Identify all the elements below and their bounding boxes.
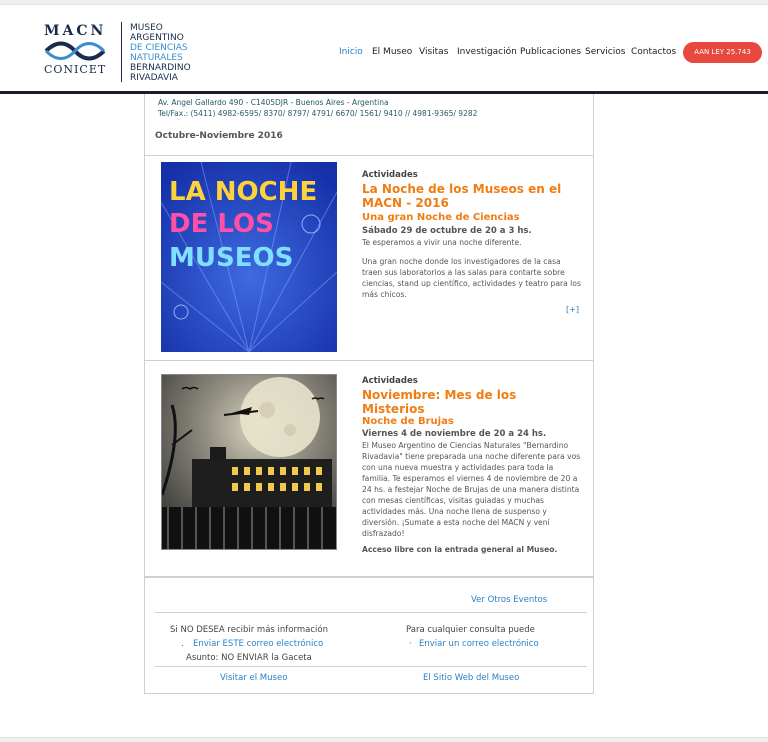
divider — [155, 666, 587, 667]
witch-night-illustration — [162, 375, 336, 549]
phone-line: Tel/Fax.: (5411) 4982-6595/ 8370/ 8797/ 4791/ 6670/ 1561/ 9410 // 4981-9365/ 9282 — [158, 109, 478, 118]
museum-name — [130, 23, 191, 83]
nav-publicaciones[interactable]: Publicaciones — [520, 47, 582, 57]
unsubscribe-subject: Asunto: NO ENVIAR la Gaceta — [186, 653, 312, 663]
event-subtitle: Una gran Noche de Ciencias — [362, 212, 520, 223]
browser-bottom-edge — [0, 737, 768, 742]
logo-conicet-text: CONICET — [44, 63, 107, 76]
event-body: Una gran noche donde los investigadores de la casa traen sus laboratorios a las salas para contarte sobre ciencias, stand up científico, actividades y teatro para los más chicos. — [362, 257, 581, 299]
bullet: . — [181, 639, 184, 649]
event-intro: Te esperamos a vivir una noche diferente. — [362, 238, 522, 247]
contact-label: Para cualquier consulta puede — [406, 625, 535, 635]
visit-museum-link[interactable]: Visitar el Museo — [220, 673, 288, 683]
image-text-line: MUSEOS — [169, 243, 294, 273]
event-body: El Museo Argentino de Ciencias Naturales "Bernardino Rivadavia" tiene preparada una noche diferente para vos con una nueva muestra y actividades para toda la familia. Te esperamos el viernes 4 de noviembre de 20 a 24 hs. a festejar Noche de Brujas de una manera distinta con mesas científicas, visitas guiadas y muchas actividades más. Una noche llena de suspenso y diversión. ¡Sumate a esta noche del MACN y vení disfrazado! — [362, 441, 581, 538]
divider — [145, 576, 593, 578]
event-title[interactable]: La Noche de los Museos en el MACN - 2016 — [362, 182, 562, 210]
logo-divider — [121, 22, 122, 82]
museum-night-illustration — [161, 162, 337, 352]
museum-name-line: RIVADAVIA — [130, 73, 178, 83]
website-link[interactable]: El Sitio Web del Museo — [423, 673, 520, 683]
event-note: Acceso libre con la entrada general al Museo. — [362, 545, 558, 554]
address-block — [158, 97, 477, 119]
logo-macn-text: MACN — [44, 23, 107, 39]
event-card — [362, 170, 582, 314]
nav-investigacion[interactable]: Investigación — [457, 47, 517, 57]
nav-inicio[interactable]: Inicio — [339, 47, 363, 57]
macn-logo[interactable] — [40, 23, 110, 83]
other-events-link[interactable]: Ver Otros Eventos — [471, 595, 548, 605]
unsubscribe-email-link[interactable]: Enviar ESTE correo electrónico — [193, 639, 324, 649]
event-category: Actividades — [362, 376, 418, 386]
unsubscribe-label: Si NO DESEA recibir más información — [170, 625, 328, 635]
divider — [145, 360, 593, 361]
event-subtitle: Noche de Brujas — [362, 416, 454, 427]
event-date: Sábado 29 de octubre de 20 a 3 hs. — [362, 226, 532, 236]
more-link[interactable]: [+] — [566, 305, 579, 314]
noche-de-brujas-image[interactable] — [161, 374, 337, 550]
wave-logo-icon — [44, 41, 106, 61]
nav-contactos[interactable]: Contactos — [631, 47, 677, 57]
nav-el-museo[interactable]: El Museo — [372, 47, 413, 57]
ley-button[interactable]: AAN LEY 25.743 — [683, 42, 762, 63]
image-text-line: LA NOCHE — [169, 177, 318, 207]
event-title[interactable]: Noviembre: Mes de los Misterios — [362, 388, 517, 416]
contact-email-link[interactable]: Enviar un correo electrónico — [419, 639, 539, 649]
nav-servicios[interactable]: Servicios — [585, 47, 626, 57]
site-header — [0, 5, 768, 91]
address-line: Av. Angel Gallardo 490 - C1405DJR - Buenos Aires - Argentina — [158, 98, 389, 107]
event-category: Actividades — [362, 170, 418, 180]
divider — [145, 155, 593, 156]
event-card — [362, 376, 582, 554]
museum-name-line: NATURALES — [130, 53, 183, 63]
bullet: · — [409, 639, 412, 649]
noche-de-los-museos-image[interactable] — [161, 162, 337, 352]
museum-name-line: DE CIENCIAS — [130, 43, 188, 53]
event-date: Viernes 4 de noviembre de 20 a 24 hs. — [362, 429, 547, 439]
museum-name-line: BERNARDINO — [130, 63, 191, 73]
museum-name-line: ARGENTINO — [130, 33, 184, 43]
divider — [155, 612, 587, 613]
image-text-line: DE LOS — [169, 209, 274, 239]
newsletter-panel — [144, 94, 594, 694]
museum-name-line: MUSEO — [130, 23, 163, 33]
nav-visitas[interactable]: Visitas — [419, 47, 449, 57]
edition-date: Octubre-Noviembre 2016 — [155, 131, 283, 141]
